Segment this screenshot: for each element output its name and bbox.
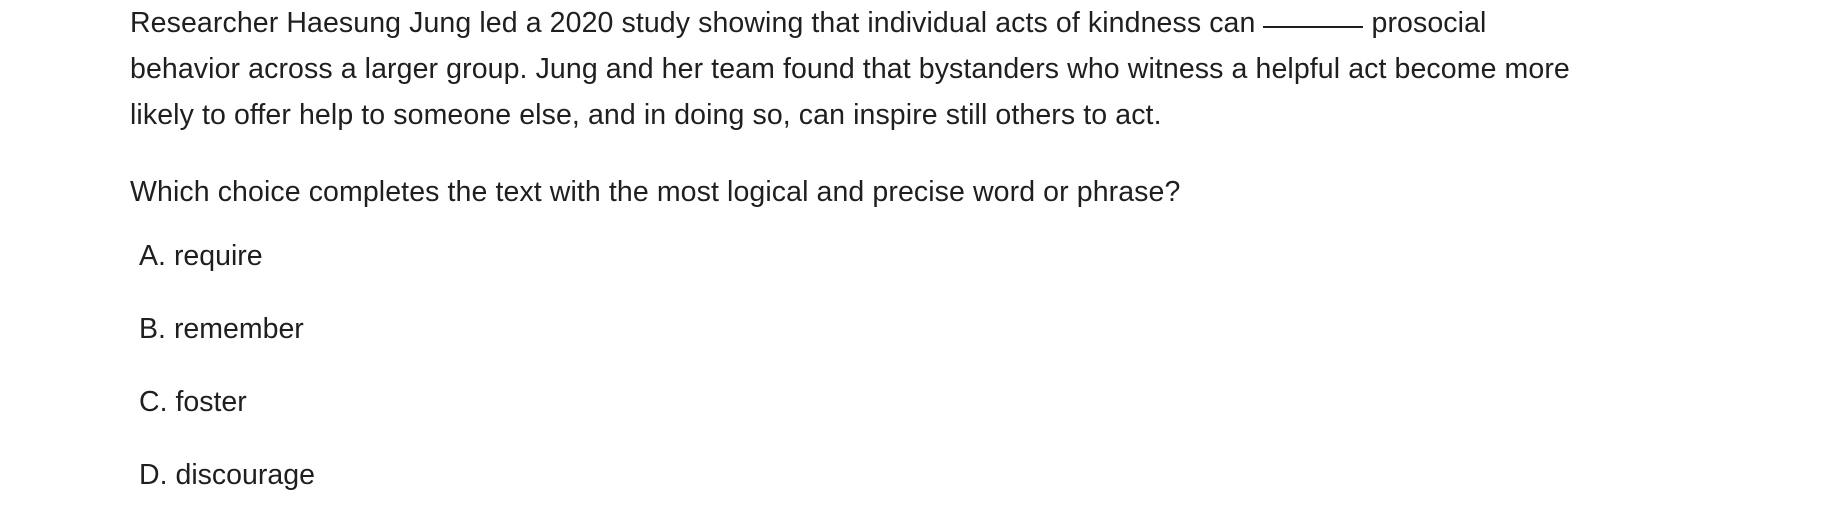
choice-b-letter: B. <box>139 313 166 345</box>
choice-c[interactable] <box>139 382 315 455</box>
choice-a[interactable] <box>139 236 315 309</box>
choice-d-text: discourage <box>175 459 315 491</box>
choice-d-letter: D. <box>139 459 168 491</box>
passage-line-1 <box>130 0 1730 46</box>
choice-c-letter: C. <box>139 386 168 418</box>
passage-line-3: likely to offer help to someone else, and in doing so, can inspire still others to act. <box>130 99 1162 131</box>
choice-a-letter: A. <box>139 240 166 272</box>
passage-text <box>130 0 1730 138</box>
blank-line <box>1263 25 1363 28</box>
choice-b[interactable] <box>139 309 315 382</box>
choice-d[interactable] <box>139 455 315 520</box>
passage-line-1-start: Researcher Haesung Jung led a 2020 study showing that individual acts of kindness can <box>130 7 1256 39</box>
answer-choices <box>139 236 315 520</box>
passage-line-2: behavior across a larger group. Jung and her team found that bystanders who witness a helpful act become more <box>130 53 1570 85</box>
choice-a-text: require <box>173 240 263 272</box>
question-prompt: Which choice completes the text with the most logical and precise word or phrase? <box>130 176 1181 208</box>
choice-c-text: foster <box>175 386 247 418</box>
choice-b-text: remember <box>173 313 304 345</box>
passage-line-1-end: prosocial <box>1371 7 1487 39</box>
